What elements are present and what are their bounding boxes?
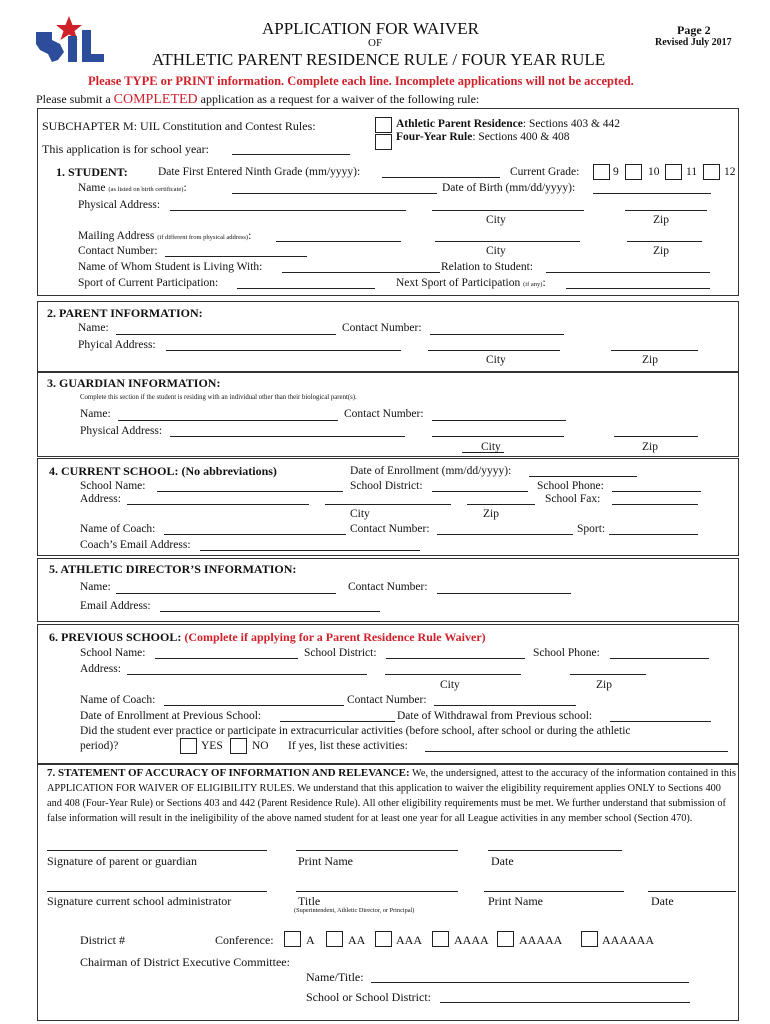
s6-yes-checkbox[interactable]: [180, 738, 197, 754]
title-line1: APPLICATION FOR WAIVER: [262, 19, 479, 38]
subchapter-label: SUBCHAPTER M: UIL Constitution and Contest Rules:: [42, 119, 316, 133]
conference-aaa-checkbox[interactable]: [375, 931, 392, 947]
conference-aa-checkbox[interactable]: [326, 931, 343, 947]
s4-enrollment-field[interactable]: [529, 476, 637, 477]
s4-coach-field[interactable]: [164, 534, 346, 535]
s4-phone-field[interactable]: [612, 491, 701, 492]
s1-phys-addr-field[interactable]: [170, 210, 406, 211]
grade-12-checkbox[interactable]: [703, 164, 720, 180]
conference-aaa-label: AAA: [396, 933, 422, 947]
s1-name-note: (as listed on birth certificate): [108, 186, 184, 193]
uil-logo: [30, 14, 108, 64]
sig-admin-field[interactable]: [47, 891, 267, 892]
title-label: Title: [298, 894, 321, 908]
s6-zip-caption: Zip: [596, 679, 612, 691]
s3-name-field[interactable]: [118, 420, 338, 421]
s5-contact-label: Contact Number:: [348, 581, 428, 593]
grade-11-checkbox[interactable]: [665, 164, 682, 180]
checkbox-four-year[interactable]: [375, 134, 392, 150]
s1-mailing-word: Mailing Address: [78, 230, 155, 242]
conference-aaaa-label: AAAA: [454, 933, 489, 947]
s1-mailing-colon: :: [248, 230, 252, 242]
s3-city-field[interactable]: [432, 436, 564, 437]
school-year-field[interactable]: [232, 154, 350, 155]
conference-aaaaa-checkbox[interactable]: [497, 931, 514, 947]
s2-heading: 2. PARENT INFORMATION:: [47, 306, 203, 320]
s4-coach-label: Name of Coach:: [80, 523, 156, 535]
s7-heading: 7. STATEMENT OF ACCURACY OF INFORMATION AND RELEVANCE:: [47, 767, 410, 779]
conference-a-label: A: [306, 933, 315, 947]
s1-zip-caption: Zip: [653, 214, 669, 226]
s5-heading: 5. ATHLETIC DIRECTOR’S INFORMATION:: [49, 562, 297, 576]
grade-11-label: 11: [686, 166, 698, 178]
s4-address-label: Address:: [80, 493, 121, 505]
conference-aa-label: AA: [348, 933, 366, 947]
s1-mailing-city-field[interactable]: [435, 241, 580, 242]
s6-withdraw-field[interactable]: [610, 721, 711, 722]
grade-9-label: 9: [613, 166, 619, 178]
revised-date: Revised July 2017: [655, 37, 732, 48]
conference-a-checkbox[interactable]: [284, 931, 301, 947]
s6-district-label: School District:: [304, 647, 377, 659]
print-name-label-2: Print Name: [488, 894, 543, 908]
s1-relation-field[interactable]: [546, 272, 710, 273]
s6-practice-q2: period)?: [80, 740, 119, 752]
s5-contact-field[interactable]: [437, 593, 571, 594]
letter-i-icon: [68, 36, 77, 62]
s4-sport-label: Sport:: [577, 523, 606, 535]
s6-activities-field[interactable]: [425, 751, 728, 752]
s5-email-field[interactable]: [160, 611, 380, 612]
s4-district-field[interactable]: [432, 491, 528, 492]
letter-l-icon: [82, 30, 104, 62]
s6-withdraw-label: Date of Withdrawal from Previous school:: [397, 710, 593, 722]
s1-name-field[interactable]: [232, 193, 437, 194]
conference-aaaa-checkbox[interactable]: [432, 931, 449, 947]
s6-city-field[interactable]: [385, 674, 521, 675]
s1-dob-field[interactable]: [593, 193, 711, 194]
s2-contact-field[interactable]: [430, 334, 564, 335]
chairman-label: Chairman of District Executive Committee:: [80, 955, 290, 969]
s6-contact-label: Contact Number:: [347, 694, 427, 706]
s2-phys-addr-field[interactable]: [166, 350, 401, 351]
s5-email-label: Email Address:: [80, 600, 151, 612]
opt2-sections: : Sections 400 & 408: [472, 131, 570, 143]
s6-enroll-label: Date of Enrollment at Previous School:: [80, 710, 262, 722]
s3-contact-label: Contact Number:: [344, 408, 424, 420]
submit-instruction: [36, 93, 479, 107]
s4-school-name-field[interactable]: [157, 491, 343, 492]
date-label-2: Date: [651, 894, 674, 908]
s6-zip-field[interactable]: [570, 674, 646, 675]
print-name-field-2[interactable]: [484, 891, 624, 892]
s6-address-field[interactable]: [127, 674, 367, 675]
conference-aaaaaa-checkbox[interactable]: [581, 931, 598, 947]
s1-if-any-note: (if any): [523, 281, 543, 288]
date-label-1: Date: [491, 854, 514, 868]
s1-name-word: Name: [78, 182, 106, 194]
s1-name-colon: :: [183, 182, 187, 194]
s2-name-field[interactable]: [116, 334, 336, 335]
s4-contact-label: Contact Number:: [350, 523, 430, 535]
school-district-label: School or School District:: [306, 990, 431, 1004]
s4-coach-email-field[interactable]: [200, 550, 420, 551]
title-line2: ATHLETIC PARENT RESIDENCE RULE / FOUR YEAR RULE: [152, 50, 606, 69]
print-name-field[interactable]: [296, 850, 458, 851]
sig-admin-label: Signature current school administrator: [47, 894, 232, 908]
opt1-label: Athletic Parent Residence: [396, 118, 523, 130]
s2-phys-addr-label: Phyical Address:: [78, 339, 156, 351]
s7-statement: [47, 766, 737, 826]
s6-heading: 6. PREVIOUS SCHOOL:: [49, 630, 182, 644]
grade-9-checkbox[interactable]: [593, 164, 610, 180]
s6-phone-label: School Phone:: [533, 647, 600, 659]
s1-mailing-field[interactable]: [276, 241, 401, 242]
s7-text: We, the undersigned, attest to the accuracy of the information contained in this APPLICATION FOR WAIVER OF ELIGIBILITY RULES. We understand that this application to waiver the eligibility requirement applies ONLY to Sections 400 and 408 (Four-Year Rule) or Sections 403 and 442 (Parent Residence Rule). All other eligibility requirements must be met. We further understand that submission of false information will result in the ineligibility of the above named student for at least one year for all League activities in any member school (Section 470).: [47, 768, 737, 824]
s2-city-field[interactable]: [428, 350, 560, 351]
s1-sport-next-label: [396, 278, 546, 290]
s1-sport-next-word: Next Sport of Participation: [396, 277, 521, 289]
s4-fax-label: School Fax:: [545, 493, 601, 505]
title-field[interactable]: [296, 891, 458, 892]
s1-mailing-city-caption: City: [486, 245, 506, 257]
s4-sport-field[interactable]: [609, 534, 698, 535]
s6-school-name-field[interactable]: [155, 658, 298, 659]
s1-current-grade-label: Current Grade:: [510, 166, 580, 178]
s1-contact-field[interactable]: [165, 256, 307, 257]
option-parent-residence: [396, 119, 620, 131]
name-title-label: Name/Title:: [306, 970, 364, 984]
checkbox-parent-residence[interactable]: [375, 117, 392, 133]
s1-first-ninth-label: Date First Entered Ninth Grade (mm/yyyy):: [158, 166, 361, 178]
s6-yes-label: YES: [201, 740, 223, 752]
s1-city-caption: City: [486, 214, 506, 226]
s1-sport-current-field[interactable]: [237, 288, 375, 289]
s3-phys-addr-field[interactable]: [170, 436, 405, 437]
opt2-label: Four-Year Rule: [396, 131, 473, 143]
s1-dob-label: Date of Birth (mm/dd/yyyy):: [442, 182, 576, 194]
s1-mailing-label: [78, 231, 251, 243]
s3-name-label: Name:: [80, 408, 111, 420]
s4-school-name-label: School Name:: [80, 480, 146, 492]
title-of: OF: [368, 37, 383, 49]
submit-pre: Please submit a: [36, 92, 114, 106]
s3-zip-caption: Zip: [642, 441, 658, 453]
s6-phone-field[interactable]: [610, 658, 709, 659]
school-year-label: This application is for school year:: [42, 142, 209, 156]
s6-heading-line: [49, 631, 486, 643]
s1-sport-next-field[interactable]: [566, 288, 710, 289]
grade-10-label: 10: [648, 166, 660, 178]
s1-heading: 1. STUDENT:: [56, 165, 128, 179]
s4-zip-caption: Zip: [483, 508, 499, 520]
s6-enroll-field[interactable]: [280, 721, 395, 722]
submit-post: application as a request for a waiver of the following rule:: [197, 92, 480, 106]
title-note: (Superintendent, Athletic Director, or Principal): [294, 907, 415, 914]
s1-mailing-note: (if different from physical address): [157, 234, 249, 241]
s4-contact-field[interactable]: [437, 534, 573, 535]
s4-district-label: School District:: [350, 480, 423, 492]
s1-mailing-zip-caption: Zip: [653, 245, 669, 257]
s5-name-label: Name:: [80, 581, 111, 593]
page-number: Page 2: [677, 23, 711, 37]
date-field-2[interactable]: [648, 891, 736, 892]
s1-sport-current-label: Sport of Current Participation:: [78, 277, 219, 289]
sig-parent-label: Signature of parent or guardian: [47, 854, 197, 868]
s3-heading: 3. GUARDIAN INFORMATION:: [47, 376, 221, 390]
s1-zip-field[interactable]: [625, 210, 707, 211]
s5-name-field[interactable]: [116, 593, 336, 594]
print-name-label: Print Name: [298, 854, 353, 868]
s1-contact-label: Contact Number:: [78, 245, 158, 257]
s4-heading: 4. CURRENT SCHOOL: (No abbreviations): [49, 464, 277, 478]
opt1-sections: : Sections 403 & 442: [522, 118, 621, 130]
s1-living-with-label: Name of Whom Student is Living With:: [78, 261, 263, 273]
s3-zip-field[interactable]: [614, 436, 698, 437]
s4-address-field[interactable]: [127, 504, 309, 505]
s6-school-name-label: School Name:: [80, 647, 146, 659]
s2-name-label: Name:: [78, 322, 109, 334]
conference-label: Conference:: [215, 933, 274, 947]
name-title-field[interactable]: [371, 982, 689, 983]
s6-no-checkbox[interactable]: [230, 738, 247, 754]
s2-zip-caption: Zip: [642, 354, 658, 366]
grade-10-checkbox[interactable]: [625, 164, 642, 180]
s2-zip-field[interactable]: [611, 350, 698, 351]
s1-relation-label: Relation to Student:: [441, 261, 533, 273]
texas-shape-icon: [36, 32, 64, 62]
grade-12-label: 12: [724, 166, 736, 178]
s1-first-ninth-field[interactable]: [382, 177, 500, 178]
s3-note: Complete this section if the student is residing with an individual other than their biological parent(s).: [80, 394, 357, 401]
s4-city-field[interactable]: [325, 504, 451, 505]
instructions-banner: Please TYPE or PRINT information. Complete each line. Incomplete applications will not be accepted.: [88, 74, 634, 88]
s6-heading-note: (Complete if applying for a Parent Residence Rule Waiver): [184, 630, 486, 644]
s1-mailing-zip-field[interactable]: [627, 241, 702, 242]
s6-if-yes-label: If yes, list these activities:: [288, 740, 408, 752]
completed-word: COMPLETED: [113, 92, 198, 107]
district-no-label: District #: [80, 933, 125, 947]
s3-phys-addr-label: Physical Address:: [80, 425, 163, 437]
s1-living-with-field[interactable]: [282, 272, 440, 273]
s3-city-caption: City: [481, 441, 501, 453]
s1-sport-next-colon: :: [542, 277, 546, 289]
option-four-year: [396, 132, 569, 144]
s1-city-field[interactable]: [432, 210, 584, 211]
s6-district-field[interactable]: [386, 658, 525, 659]
s2-contact-label: Contact Number:: [342, 322, 422, 334]
s3-contact-field[interactable]: [432, 420, 566, 421]
s6-no-label: NO: [252, 740, 269, 752]
s4-coach-email-label: Coach’s Email Address:: [80, 539, 191, 551]
sig-parent-field[interactable]: [47, 850, 267, 851]
s1-name-label: [78, 183, 187, 195]
s1-phys-addr-label: Physical Address:: [78, 199, 161, 211]
conference-aaaaa-label: AAAAA: [519, 933, 563, 947]
s4-zip-field[interactable]: [467, 504, 535, 505]
s4-fax-field[interactable]: [612, 504, 698, 505]
s6-contact-field[interactable]: [434, 705, 576, 706]
s4-phone-label: School Phone:: [537, 480, 604, 492]
conference-aaaaaa-label: AAAAAA: [602, 933, 654, 947]
s2-city-caption: City: [486, 354, 506, 366]
s6-address-label: Address:: [80, 663, 121, 675]
s4-city-caption: City: [350, 508, 370, 520]
s6-coach-field[interactable]: [164, 705, 344, 706]
s6-coach-label: Name of Coach:: [80, 694, 156, 706]
school-district-field[interactable]: [440, 1002, 690, 1003]
s6-city-caption: City: [440, 679, 460, 691]
s4-enrollment-label: Date of Enrollment (mm/dd/yyyy):: [350, 465, 512, 477]
date-field-1[interactable]: [488, 850, 622, 851]
s6-practice-q1: Did the student ever practice or participate in extracurricular activities (before school, after school or during the athletic: [80, 725, 631, 737]
